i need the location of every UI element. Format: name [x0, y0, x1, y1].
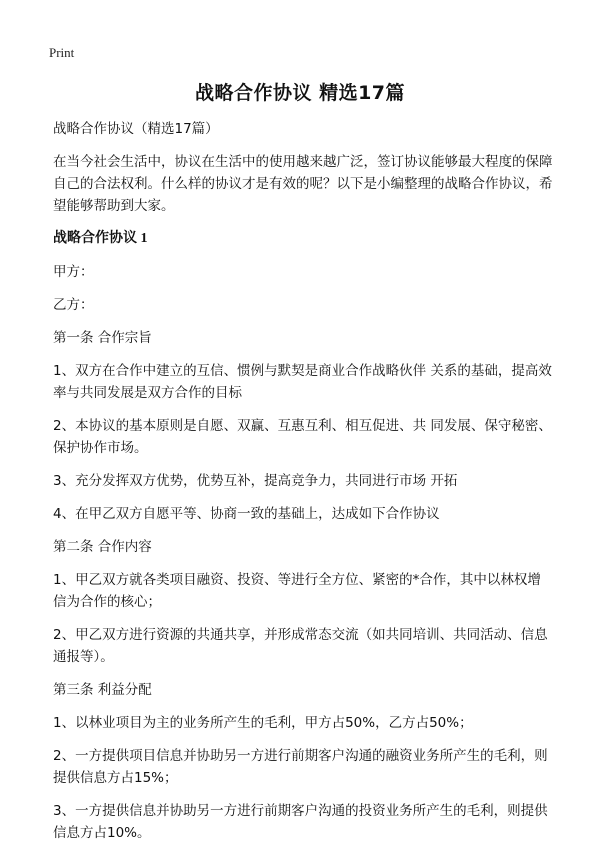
clause-paragraph: 4、在甲乙双方自愿平等、协商一致的基础上，达成如下合作协议 — [53, 506, 440, 522]
document-subtitle: 战略合作协议（精选17篇） — [53, 121, 219, 137]
article-heading: 第二条 合作内容 — [53, 539, 152, 555]
clause-paragraph: 2、甲乙双方进行资源的共通共享，并形成常态交流（如共同培训、共同活动、信息通报等）。 — [53, 627, 548, 665]
document-body — [53, 118, 553, 855]
clause-paragraph: 3、一方提供信息并协助另一方进行前期客户沟通的投资业务所产生的毛利，则提供信息方占10%。 — [53, 803, 548, 841]
article-heading: 第一条 合作宗旨 — [53, 330, 152, 346]
clause-paragraph: 2、一方提供项目信息并协助另一方进行前期客户沟通的融资业务所产生的毛利，则提供信息方占15%； — [53, 748, 548, 786]
section-heading: 战略合作协议 1 — [53, 231, 148, 246]
clause-paragraph: 2、本协议的基本原则是自愿、双赢、互惠互利、相互促进、共 同发展、保守秘密、保护协作市场。 — [53, 418, 552, 456]
print-link[interactable]: Print — [49, 45, 75, 60]
clause-paragraph: 1、甲乙双方就各类项目融资、投资、等进行全方位、紧密的*合作，其中以林权增信为合作的核心； — [53, 572, 541, 610]
page-title: 战略合作协议 精选17篇 — [194, 82, 406, 104]
article-heading: 第三条 利益分配 — [53, 682, 152, 698]
intro-paragraph: 在当今社会生活中，协议在生活中的使用越来越广泛，签订协议能够最大程度的保障自己的合法权利。什么样的协议才是有效的呢？以下是小编整理的战略合作协议，希望能够帮助到大家。 — [53, 154, 553, 214]
party-b-line: 乙方： — [53, 297, 94, 313]
clause-paragraph: 1、双方在合作中建立的互信、惯例与默契是商业合作战略伙伴 关系的基础，提高效率与共同发展是双方合作的目标 — [53, 363, 552, 401]
clause-paragraph: 1、以林业项目为主的业务所产生的毛利，甲方占50%，乙方占50%； — [53, 715, 473, 731]
clause-paragraph: 3、充分发挥双方优势，优势互补，提高竞争力，共同进行市场 开拓 — [53, 473, 458, 489]
party-a-line: 甲方： — [53, 264, 94, 280]
